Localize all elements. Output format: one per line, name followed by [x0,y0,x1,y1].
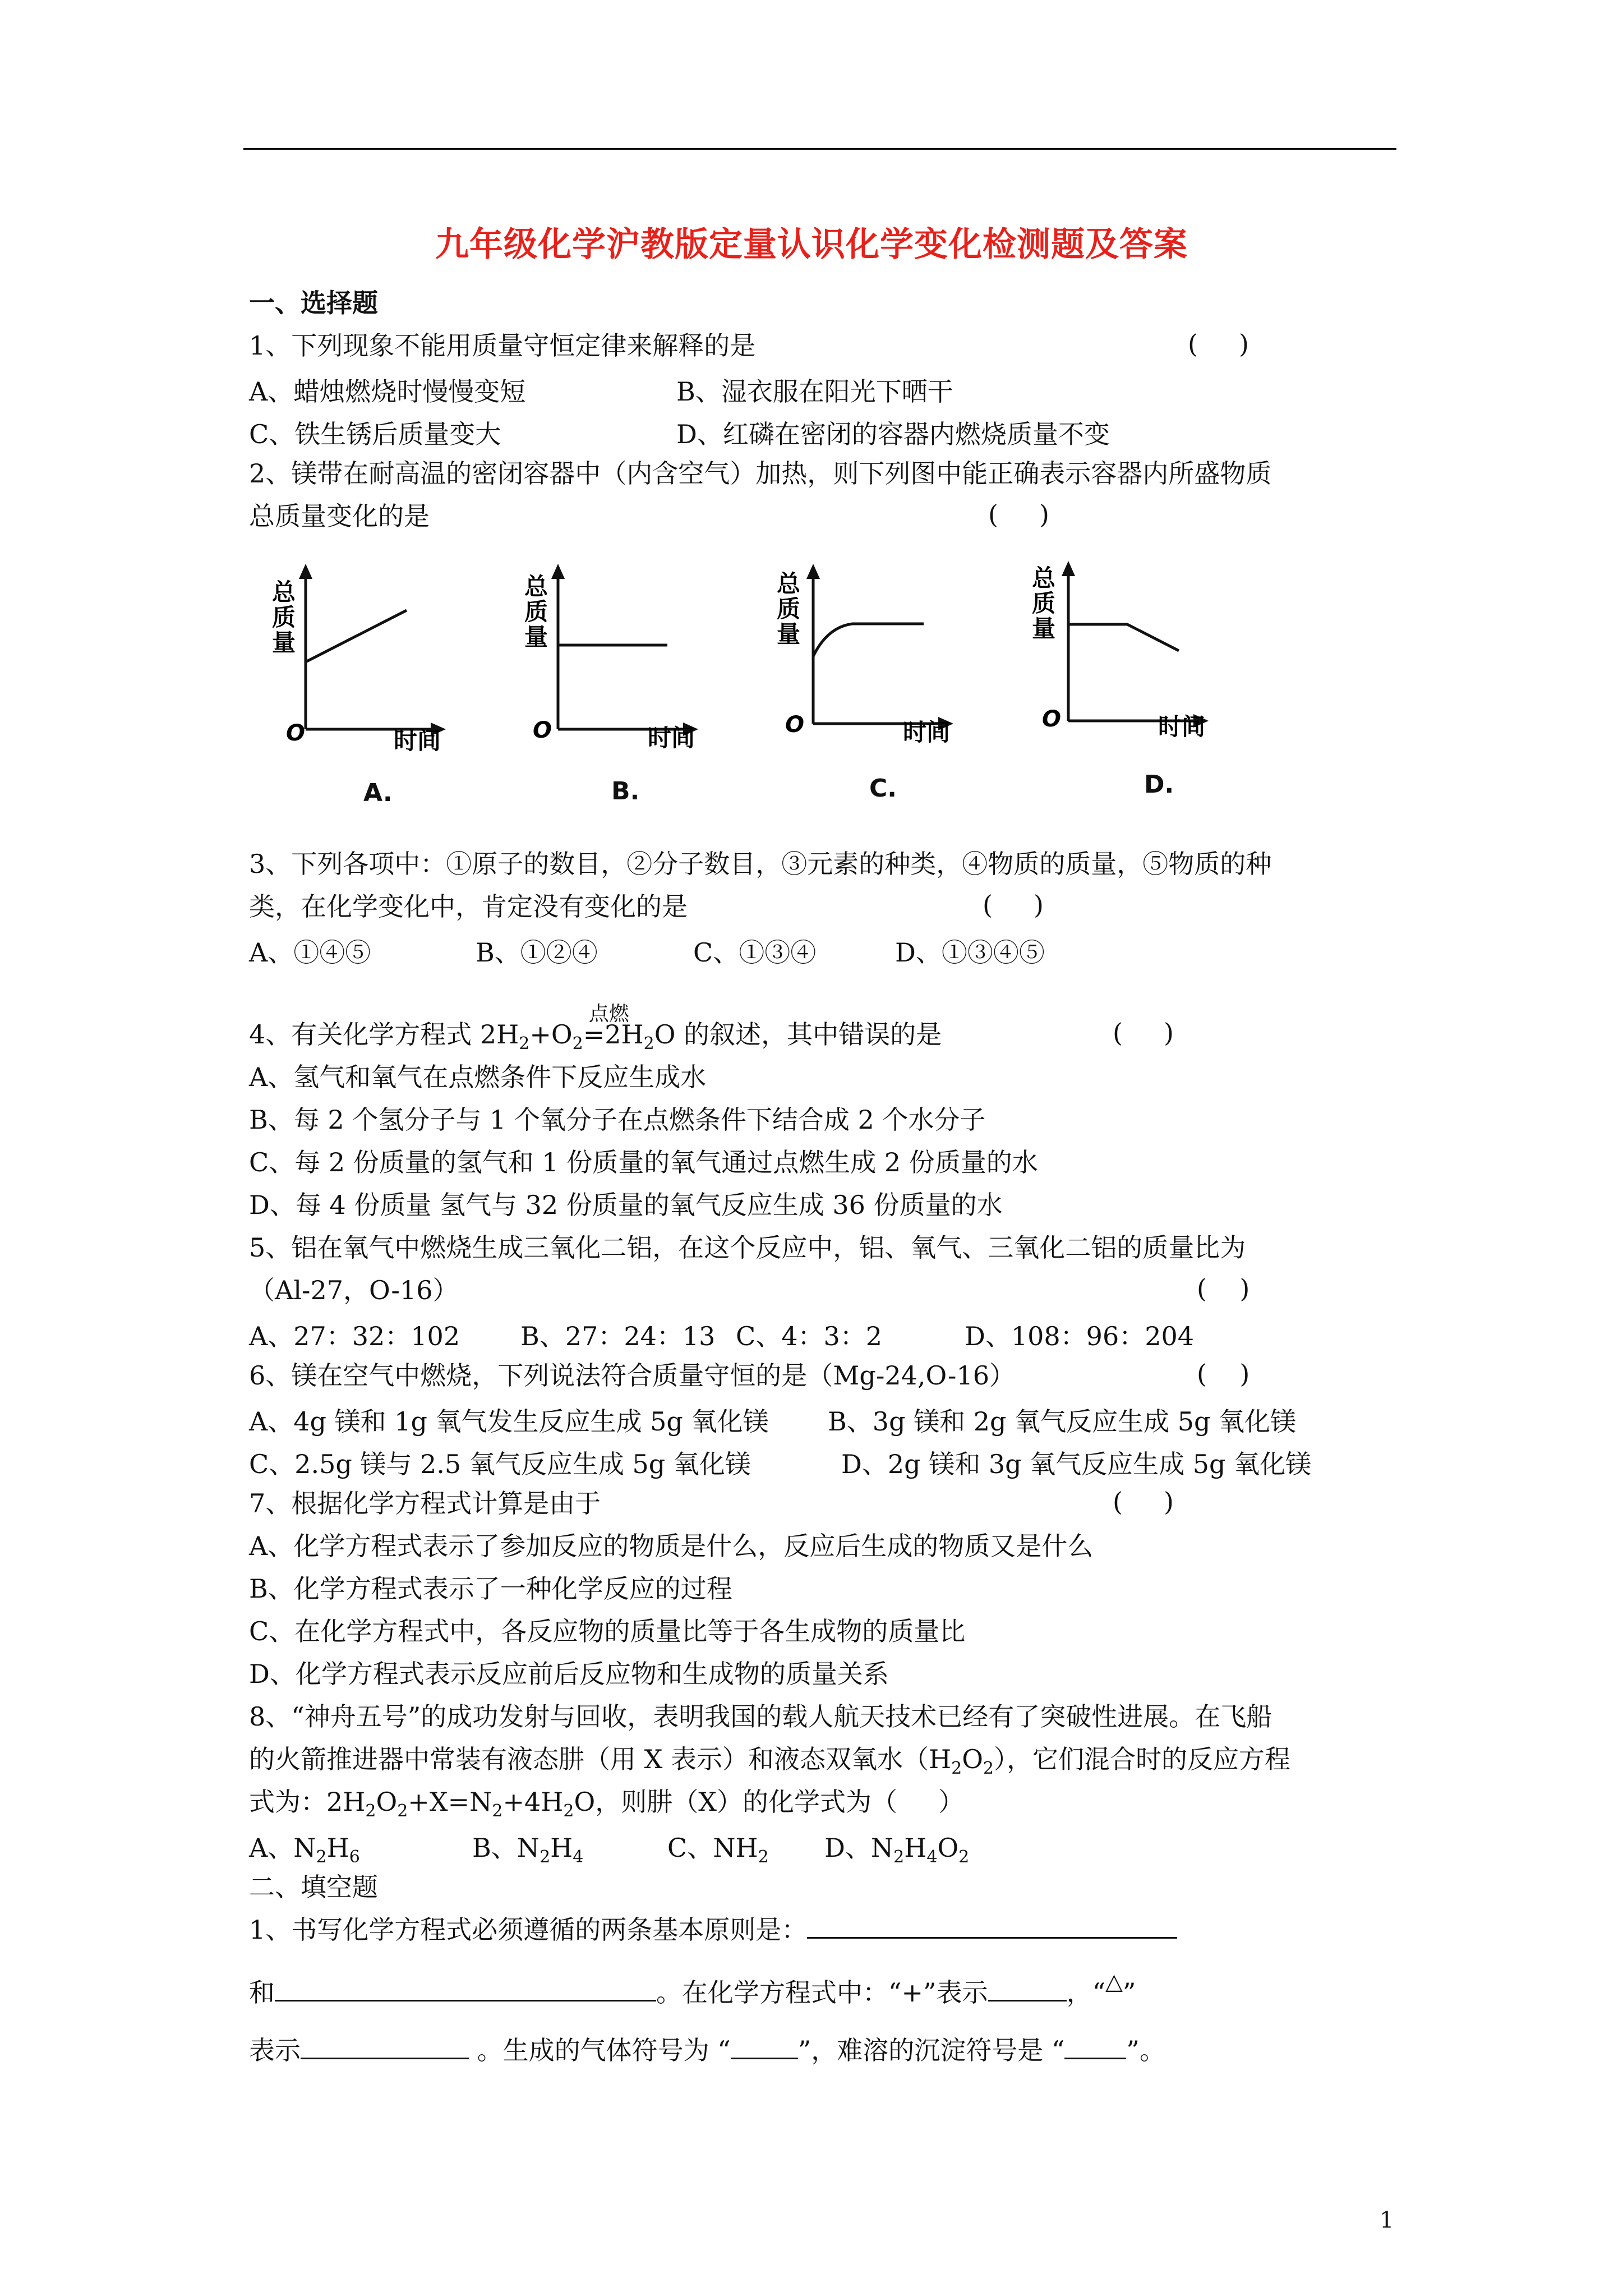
fill-1-line1: 1、书写化学方程式必须遵循的两条基本原则是： [249,1913,1177,1947]
question-5-stem-line1: 5、铝在氧气中燃烧生成三氧化二铝，在这个反应中，铝、氧气、三氧化二铝的质量比为 [249,1232,1246,1263]
graph-c-ylabel-2: 质 [777,595,801,623]
graph-b-ylabel-1: 总 [524,573,548,600]
graph-a-xlabel: 时间 [394,727,441,754]
q4-option-a: A、氢气和氧气在点燃条件下反应生成水 [249,1062,707,1092]
q8-option-d: D、$N_2H_4O_2$ [824,1833,970,1867]
q5-option-c: C、4：3：2 [736,1321,882,1351]
q5-option-d: D、108：96：204 [965,1321,1195,1351]
graph-b-ylabel-2: 质 [524,598,548,625]
q1-option-d: D、红磷在密闭的容器内燃烧质量不变 [676,419,1110,449]
q5-option-b: B、27：24：13 [520,1321,716,1351]
graph-c-origin: O [785,712,805,738]
q4-option-d: D、每 4 份质量 氢气与 32 份质量的氧气反应生成 36 份质量的水 [249,1190,1003,1220]
fill-1-blank-1[interactable] [807,1915,1177,1939]
question-5-stem-line2: （Al-27，O-16） [249,1275,459,1305]
triangle-heat-icon: △ [1105,1969,1123,1995]
question-2-stem-line1: 2、镁带在耐高温的密闭容器中（内含空气）加热，则下列图中能正确表示容器内所盛物质 [249,458,1272,489]
question-1-answer-paren[interactable]: ( ) [1188,329,1249,359]
graph-d-ylabel-3: 量 [1032,615,1056,642]
graph-d-label: D. [1144,770,1174,799]
graph-c-xlabel: 时间 [903,719,951,746]
graph-a-label: A. [363,779,393,807]
q4-option-c: C、每 2 份质量的氢气和 1 份质量的氧气通过点燃生成 2 份质量的水 [249,1147,1038,1177]
q3-option-c: C、①③④ [693,937,817,968]
graph-c[interactable] [766,561,979,754]
page-number: 1 [1380,2207,1394,2233]
q5-option-a: A、27：32：102 [249,1321,460,1351]
graph-a-ylabel-2: 质 [272,604,296,631]
graph-d-ylabel-2: 质 [1032,590,1056,617]
q7-option-b: B、化学方程式表示了一种化学反应的过程 [249,1573,732,1604]
question-1-stem: 1、下列现象不能用质量守恒定律来解释的是 [249,330,756,361]
question-3-stem-line2: 类，在化学变化中，肯定没有变化的是 [249,891,688,922]
graph-a-ylabel-3: 量 [272,629,296,656]
graph-d-xlabel: 时间 [1158,713,1206,740]
fill-1-blank-6[interactable] [1064,2035,1126,2059]
q1-option-c: C、铁生锈后质量变大 [249,419,501,449]
graph-b[interactable] [516,561,729,754]
graph-b-xlabel: 时间 [648,724,695,752]
q3-option-a: A、①④⑤ [249,937,371,968]
graph-b-origin: O [533,717,552,743]
graph-a-ylabel-1: 总 [272,578,296,606]
question-7-answer-paren[interactable]: ( ) [1113,1487,1174,1517]
q8-option-c: C、$NH_2$ [667,1833,769,1867]
question-2-stem-line2: 总质量变化的是 [249,501,430,531]
graph-c-label: C. [869,774,897,803]
question-2-answer-paren[interactable]: ( ) [988,499,1050,530]
graph-a[interactable] [264,561,477,754]
q1-option-a: A、蜡烛燃烧时慢慢变短 [249,376,526,407]
q7-option-a: A、化学方程式表示了参加反应的物质是什么，反应后生成的物质又是什么 [249,1531,1094,1561]
question-4-answer-paren[interactable]: ( ) [1113,1018,1174,1048]
question-5-answer-paren[interactable]: ( ) [1197,1273,1250,1304]
q6-option-d: D、2g 镁和 3g 氧气反应生成 5g 氧化镁 [841,1449,1312,1479]
graph-c-ylabel-3: 量 [777,620,801,648]
question-6-answer-paren[interactable]: ( ) [1197,1359,1250,1389]
fill-1-blank-5[interactable] [731,2035,798,2059]
q3-option-d: D、①③④⑤ [895,937,1045,968]
question-3-stem-line1: 3、下列各项中：①原子的数目，②分子数目，③元素的种类，④物质的质量，⑤物质的种 [249,849,1272,879]
question-4-stem: 4、有关化学方程式 $2H_2+O_2$ 点燃 $=2H_2O$ 的叙述，其中错误的是 [249,1018,942,1061]
graph-b-label: B. [611,777,640,806]
graph-c-ylabel-1: 总 [777,570,801,597]
fill-1-blank-2[interactable] [275,1977,656,2001]
q7-option-d: D、化学方程式表示反应前后反应物和生成物的质量关系 [249,1659,889,1689]
question-8-stem-line2: 的火箭推进器中常装有液态肼（用 X 表示）和液态双氧水$(H_2O_2)$，它们混合时的反应方程 [249,1744,1291,1779]
question-8-stem-line3: 式为：$2H_2O_2+X=N_2+4H_2O$，则肼（X）的化学式为（ ） [249,1787,965,1821]
reaction-condition-label: 点燃 [588,1002,629,1025]
question-3-answer-paren[interactable]: ( ) [983,890,1044,920]
q7-option-c: C、在化学方程式中，各反应物的质量比等于各生成物的质量比 [249,1616,966,1646]
graph-b-ylabel-3: 量 [524,623,548,651]
graph-d-ylabel-1: 总 [1032,564,1056,592]
fill-1-line2: 和 。在化学方程式中：“+”表示 ，“△” [249,1969,1136,2008]
question-8-stem-line1: 8、“神舟五号”的成功发射与回收，表明我国的载人航天技术已经有了突破性进展。在飞船 [249,1701,1272,1732]
q8-option-a: A、$N_2H_6$ [249,1833,360,1867]
fill-1-line3: 表示 。生成的气体符号为 “ ”，难溶的沉淀符号是 “ ”。 [249,2035,1165,2065]
q3-option-b: B、①②④ [476,937,598,968]
graph-d-origin: O [1042,706,1062,732]
q6-option-c: C、2.5g 镁与 2.5 氧气反应生成 5g 氧化镁 [249,1449,751,1479]
q4-option-b: B、每 2 个氢分子与 1 个氧分子在点燃条件下结合成 2 个水分子 [249,1105,986,1135]
fill-1-blank-4[interactable] [301,2035,469,2059]
header-rule [243,148,1396,150]
fill-1-blank-3[interactable] [988,1977,1067,2001]
section-heading-choice: 一、选择题 [249,288,378,318]
page-title: 九年级化学沪教版定量认识化学变化检测题及答案 [435,225,1188,264]
q8-option-b: B、$N_2H_4$ [472,1833,584,1867]
q6-option-a: A、4g 镁和 1g 氧气发生反应生成 5g 氧化镁 [249,1406,769,1437]
question-7-stem: 7、根据化学方程式计算是由于 [249,1488,601,1519]
graph-a-origin: O [286,720,306,746]
q1-option-b: B、湿衣服在阳光下晒干 [676,376,953,407]
q6-option-b: B、3g 镁和 2g 氧气反应生成 5g 氧化镁 [828,1406,1297,1437]
graph-d[interactable] [1021,558,1234,751]
section-heading-fill: 二、填空题 [249,1872,378,1902]
question-6-stem: 6、镁在空气中燃烧，下列说法符合质量守恒的是（Mg-24,O-16） [249,1360,1015,1391]
